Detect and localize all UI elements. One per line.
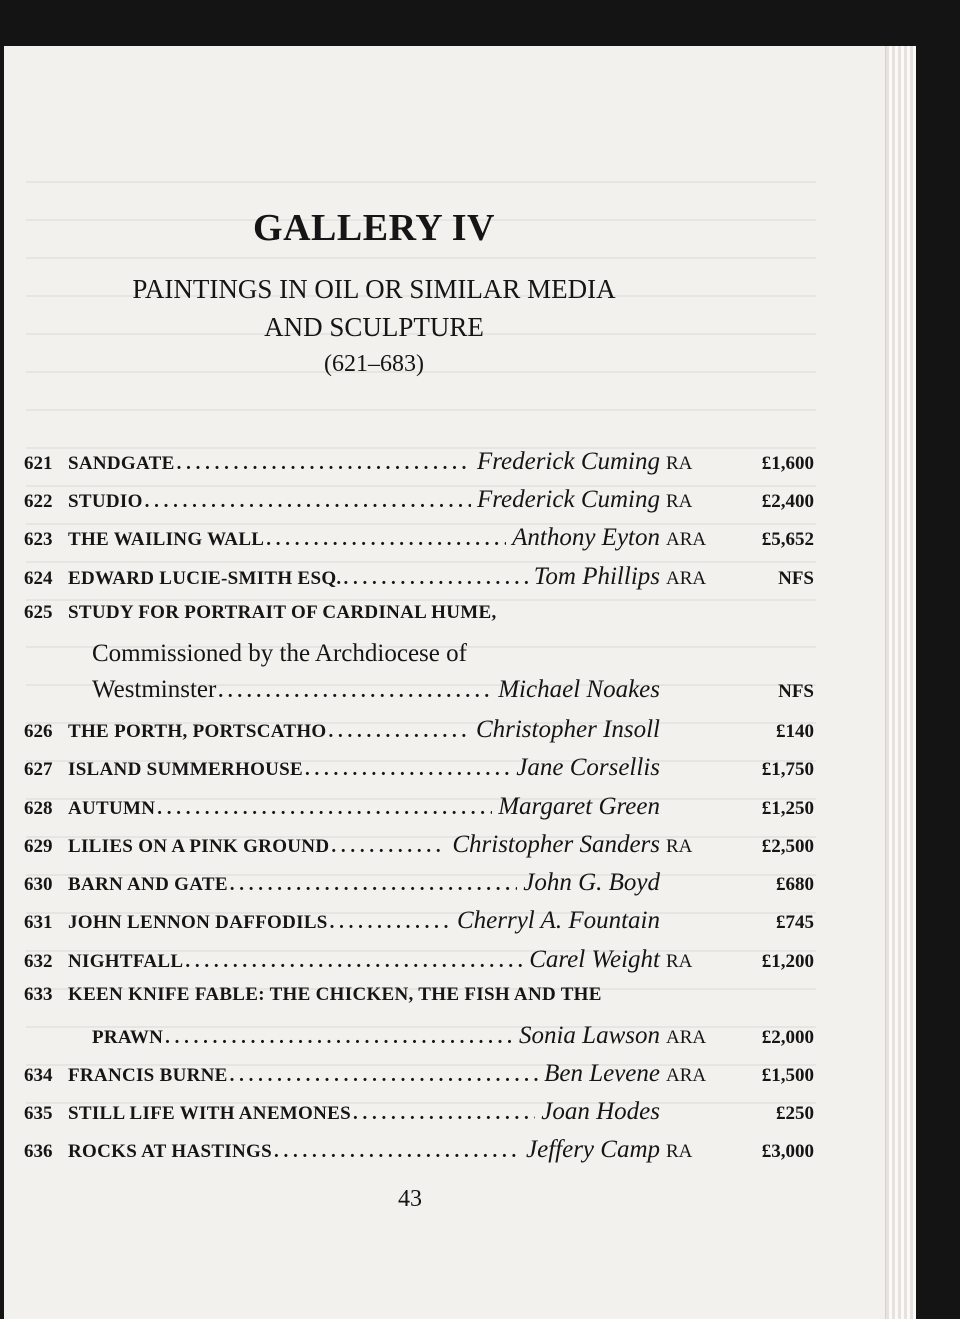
entry-number: 630 [24,874,53,895]
entry-price: £5,652 [761,529,814,550]
catalogue-entry-633 [24,984,814,1020]
entry-number: 632 [24,951,53,972]
catalogue-entry-636 [24,1136,814,1172]
catalogue-entry-632 [24,946,814,982]
entry-artist: Margaret Green [498,793,660,820]
entry-price: £2,500 [761,836,814,857]
entry-price: £1,250 [761,798,814,819]
entry-artist: Anthony Eyton [512,524,660,551]
entry-number: 635 [24,1103,53,1124]
entry-number: 628 [24,798,53,819]
entry-artist: Christopher Insoll [475,716,660,743]
entry-number: 621 [24,453,53,474]
entry-artist: John G. Boyd [523,869,660,896]
catalogue-entry-635 [24,1098,814,1134]
entry-artist: Michael Noakes [498,676,660,703]
dot-leader [185,951,523,973]
dot-leader [266,529,506,551]
catalogue-entry-633-continued [92,1022,814,1058]
entry-price: £1,600 [761,453,814,474]
catalogue-entry-627 [24,754,814,790]
entry-title: NIGHTFALL [68,951,184,972]
entry-number: 622 [24,491,53,512]
entry-honour: RA [666,951,693,972]
entry-title: THE WAILING WALL [68,529,265,550]
entry-number: 623 [24,529,53,550]
entry-honour: RA [666,453,693,474]
entry-number: 631 [24,912,53,933]
entry-honour: ARA [666,1027,707,1048]
gallery-title: GALLERY IV [253,207,495,249]
entry-title: ISLAND SUMMERHOUSE [68,759,304,780]
dot-leader [331,836,446,858]
entry-number: 625 [24,602,53,623]
entry-number: 624 [24,568,53,589]
dot-leader [177,453,471,475]
entry-price: £1,500 [761,1065,814,1086]
dot-leader [165,1027,513,1049]
entry-artist: Cherryl A. Fountain [456,907,660,934]
catalogue-entry-631 [24,907,814,943]
entry-price: £745 [776,912,814,933]
entry-title: EDWARD LUCIE-SMITH ESQ. [68,568,342,589]
entry-price: £140 [776,721,814,742]
entry-number: 629 [24,836,53,857]
entry-price: £2,000 [761,1027,814,1048]
entry-honour: RA [666,836,693,857]
entry-honour: ARA [666,529,707,550]
entry-title: ROCKS AT HASTINGS [68,1141,272,1162]
entry-price: £250 [776,1103,814,1124]
entry-title: STILL LIFE WITH ANEMONES [68,1103,351,1124]
entry-honour: RA [666,491,693,512]
entry-625-commission-note: Commissioned by the Archdiocese of [92,640,467,667]
entry-number: 636 [24,1141,53,1162]
entry-title-continued: PRAWN [92,1027,164,1048]
catalogue-entry-630 [24,869,814,905]
entry-title: KEEN KNIFE FABLE: THE CHICKEN, THE FISH AND THE [68,984,602,1005]
entry-artist: Sonia Lawson [518,1022,660,1049]
catalogue-entry-625 [24,602,814,638]
entry-title-continued: Westminster [92,676,217,703]
dot-leader [274,1141,520,1163]
entry-artist: Frederick Cuming [476,486,660,513]
entry-title: LILIES ON A PINK GROUND [68,836,330,857]
catalogue-entry-624 [24,563,814,599]
entry-title: SANDGATE [68,453,175,474]
entry-artist: Joan Hodes [541,1098,660,1125]
catalogue-entry-634 [24,1060,814,1096]
catalogue-range: (621–683) [324,351,424,377]
dot-leader [145,491,471,513]
dot-leader [353,1103,535,1125]
entry-honour: ARA [666,568,707,589]
entry-honour: ARA [666,1065,707,1086]
catalogue-entry-623 [24,524,814,560]
dot-leader [230,1065,538,1087]
entry-price: NFS [778,568,814,589]
gallery-subtitle-line2: AND SCULPTURE [264,312,484,342]
entry-number: 633 [24,984,53,1005]
dot-leader [330,912,451,934]
dot-leader [157,798,492,820]
entry-title: STUDIO [68,491,143,512]
catalogue-page [4,46,916,1319]
entry-number: 634 [24,1065,53,1086]
catalogue-entry-628 [24,793,814,829]
catalogue-entry-629 [24,831,814,867]
entry-price: £680 [776,874,814,895]
dot-leader [329,721,470,743]
catalogue-entry-625-continued [92,676,814,712]
entry-title: STUDY FOR PORTRAIT OF CARDINAL HUME, [68,602,497,623]
dot-leader [218,681,492,703]
entry-title: AUTUMN [68,798,156,819]
entry-artist: Frederick Cuming [476,448,660,475]
entry-artist: Tom Phillips [533,563,660,590]
entry-price: £3,000 [761,1141,814,1162]
entry-title: BARN AND GATE [68,874,228,895]
catalogue-entry-626 [24,716,814,752]
entry-artist: Ben Levene [544,1060,660,1087]
entry-price: NFS [778,681,814,702]
entry-title: JOHN LENNON DAFFODILS [68,912,328,933]
entry-price: £2,400 [761,491,814,512]
entry-title: THE PORTH, PORTSCATHO [68,721,327,742]
catalogue-entry-621 [24,448,814,484]
catalogue-entry-622 [24,486,814,522]
dot-leader [230,874,517,896]
entry-artist: Jane Corsellis [516,754,660,781]
entry-price: £1,750 [761,759,814,780]
entry-number: 627 [24,759,53,780]
entry-title: FRANCIS BURNE [68,1065,228,1086]
entry-number: 626 [24,721,53,742]
page-number: 43 [398,1186,422,1212]
entry-honour: RA [666,1141,693,1162]
entry-artist: Jeffery Camp [526,1136,660,1163]
dot-leader [343,568,527,590]
page-edge [885,46,916,1319]
gallery-subtitle-line1: PAINTINGS IN OIL OR SIMILAR MEDIA [132,274,616,304]
entry-artist: Carel Weight [529,946,660,973]
dot-leader [305,759,510,781]
entry-artist: Christopher Sanders [452,831,660,858]
entry-price: £1,200 [761,951,814,972]
